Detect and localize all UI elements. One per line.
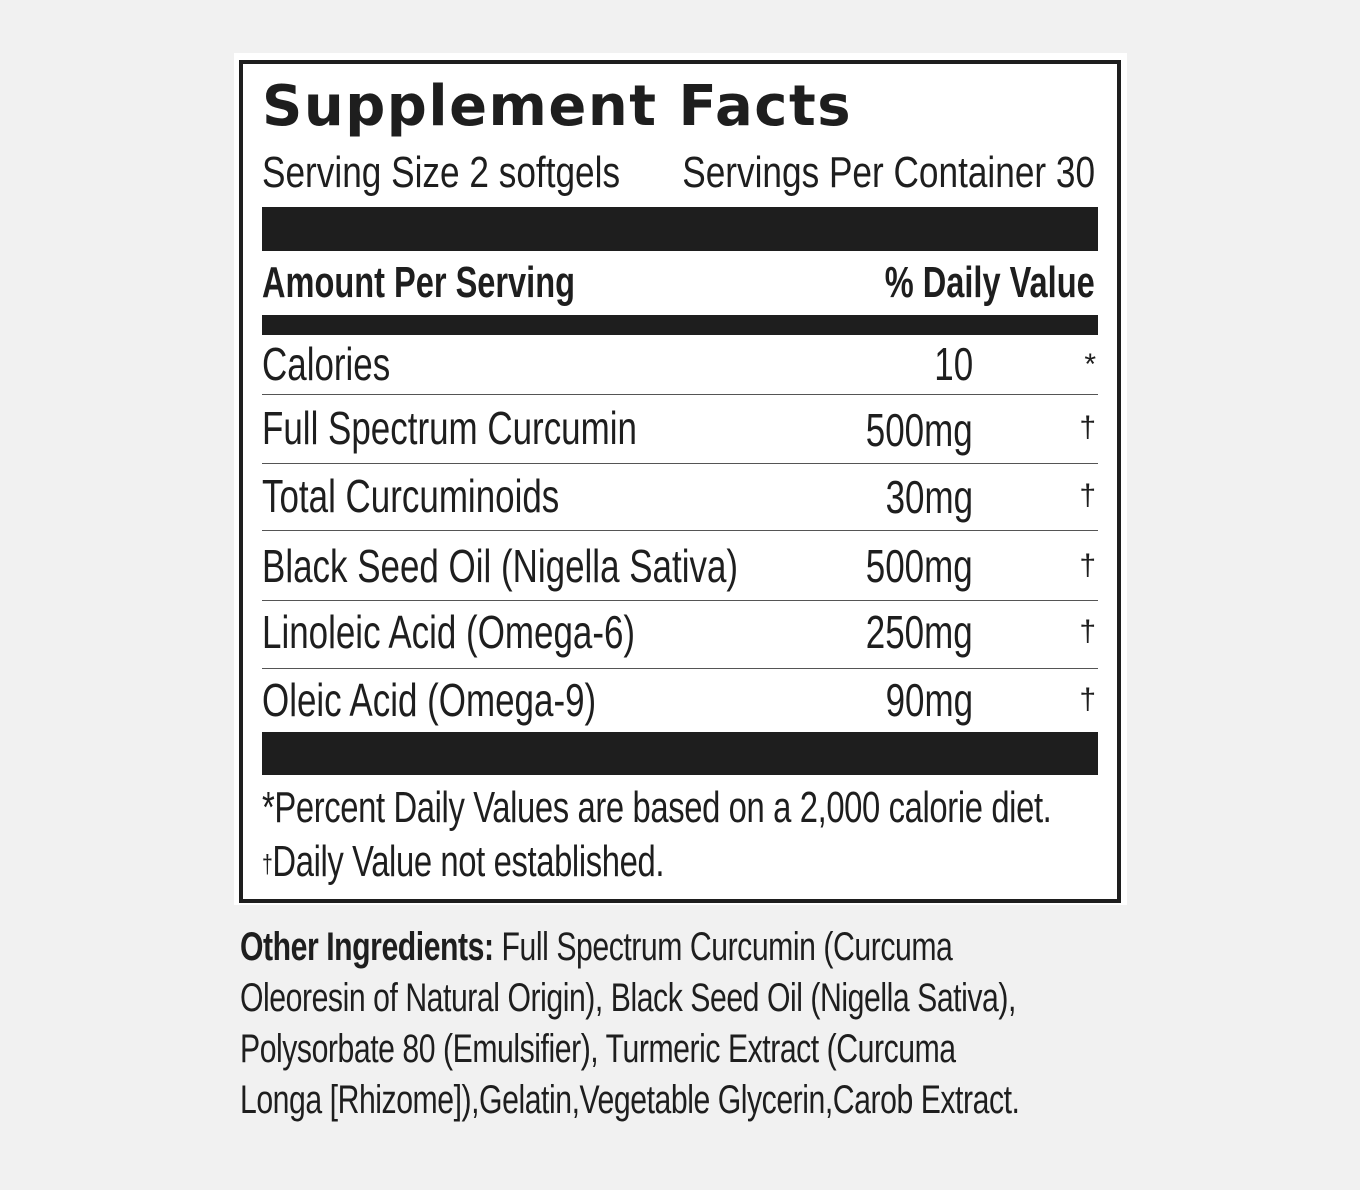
daily-value-mark: † [1079, 549, 1096, 582]
other-ingredients-line: Polysorbate 80 (Emulsifier), Turmeric Extract (Curcuma [240, 1027, 956, 1071]
other-ingredients-line [240, 922, 1116, 973]
other-ingredients-line: Longa [Rhizome]),Gelatin,Vegetable Glycerin,Carob Extract. [240, 1078, 1020, 1122]
nutrient-row [262, 394, 1098, 463]
nutrient-rows [262, 335, 1098, 732]
nutrient-row [262, 530, 1098, 600]
daily-value-not-established-footnote [262, 836, 664, 888]
nutrient-row [262, 335, 1098, 394]
daily-value-mark: † [1079, 615, 1096, 648]
nutrient-name: Oleic Acid (Omega-9) [262, 674, 597, 726]
nutrient-row [262, 600, 1098, 668]
other-ingredients-text: Full Spectrum Curcumin (Curcuma [493, 925, 953, 969]
dagger-mark: † [262, 849, 273, 879]
amount-per-serving-header: Amount Per Serving [262, 258, 575, 307]
header-divider [262, 315, 1098, 335]
nutrient-name: Linoleic Acid (Omega-6) [262, 606, 636, 658]
percent-daily-value-footnote: *Percent Daily Values are based on a 2,000 calorie diet. [262, 783, 1052, 832]
nutrient-amount: 10 [934, 338, 973, 390]
bottom-divider [262, 732, 1098, 775]
nutrient-name: Black Seed Oil (Nigella Sativa) [262, 540, 739, 592]
nutrient-amount: 500mg [866, 404, 973, 456]
other-ingredients [240, 922, 1116, 1126]
servings-per-container: Servings Per Container 30 [682, 148, 1095, 197]
daily-value-mark: † [1079, 411, 1096, 444]
other-ingredients-label: Other Ingredients: [240, 925, 494, 969]
nutrient-row [262, 668, 1098, 732]
footnote-text: Daily Value not established. [272, 837, 665, 886]
nutrient-name: Total Curcuminoids [262, 470, 560, 522]
nutrient-amount: 500mg [866, 540, 973, 592]
nutrient-name: Calories [262, 338, 391, 390]
daily-value-header: % Daily Value [885, 258, 1095, 307]
thick-divider [262, 207, 1098, 251]
nutrient-name: Full Spectrum Curcumin [262, 402, 637, 454]
label-title: Supplement Facts [262, 74, 853, 139]
other-ingredients-line: Oleoresin of Natural Origin), Black Seed Oil (Nigella Sativa), [240, 976, 1016, 1020]
nutrient-amount: 30mg [885, 471, 973, 523]
nutrient-amount: 90mg [885, 674, 973, 726]
nutrient-amount: 250mg [866, 606, 973, 658]
daily-value-mark: † [1079, 479, 1096, 512]
daily-value-mark: * [1084, 348, 1096, 381]
daily-value-mark: † [1079, 683, 1096, 716]
serving-size: Serving Size 2 softgels [262, 148, 621, 197]
nutrient-row [262, 463, 1098, 530]
